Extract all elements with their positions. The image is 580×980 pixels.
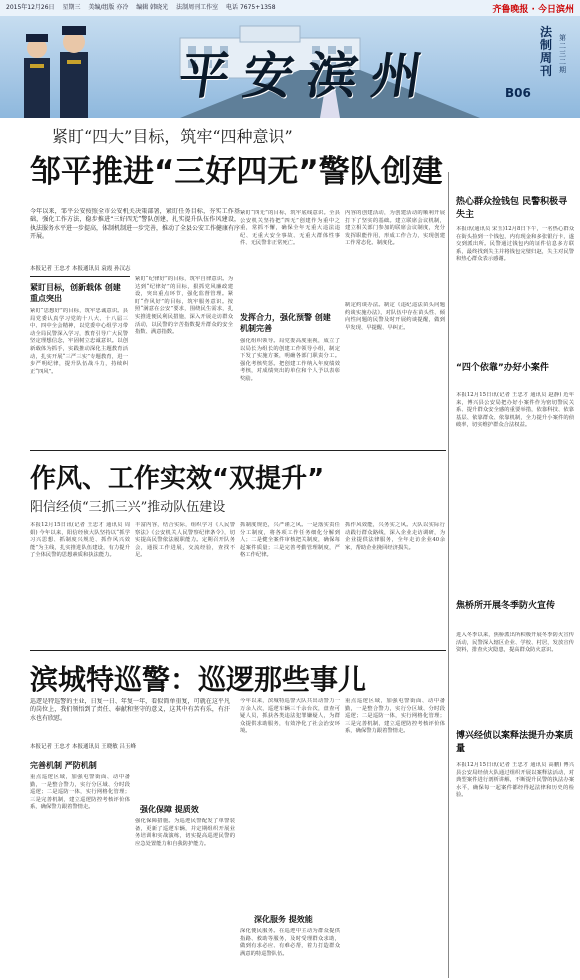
police-officers-icon bbox=[6, 24, 106, 118]
date: 2015年12月26日 bbox=[6, 4, 55, 11]
story3-lead: 巡逻是特巡警的主业，日复一日、年复一年，看似简单重复，可就在这平凡的岗位上，我们领悟到了责任、奉献和坚守的意义，这其中有苦有乐，有汗水也有欣慰。 bbox=[30, 698, 230, 722]
edition-number: 第二三二期 bbox=[559, 34, 566, 74]
weekday: 星期三 bbox=[62, 4, 81, 11]
story2-subheadline: 阳信经侦“三抓三兴”推动队伍建设 bbox=[30, 500, 226, 515]
story1-col3-text: 紧盯“四无”的目标，筑牢底线意识。全县公安机关坚持把“四无”创建作为重中之重，常抓不懈，确保全年无重大违法违纪、无重大安全事故、无重大群体性事件、无民警非正常死亡。 bbox=[240, 210, 340, 247]
story1-headline: 邹平推进“三好四无”警队创建 bbox=[30, 154, 443, 190]
divider bbox=[30, 276, 130, 277]
story1-col1-subhead: 紧盯目标，创新载体 创建重点突出 bbox=[30, 283, 121, 303]
story2-text-a: 本报12月15日讯(记者 王忠才 通讯员 周娟) 今年以来，阳信经侦大队坚持以“抓学习兴思想、抓制度兴规范、抓作风兴效能”为主线，扎实推进队伍建设，有力提升了全体民警的思想素质和执法能力。 bbox=[30, 522, 130, 559]
story3-byline: 本报记者 王忠才 本报通讯员 王晓敏 吕玉峰 bbox=[30, 744, 136, 750]
designer: 美编/组版 亦冷 bbox=[88, 4, 129, 11]
story3-text-e: 重点巡逻区域，加强屯警街面、动中备勤，一是整合警力，实行分区域、分时段巡逻；二是巡防一体，实行网格化管理；三是完善机制，建立巡逻防控考核评价体系，确保警力跟着警情走。 bbox=[345, 698, 445, 735]
story-separator bbox=[30, 450, 446, 451]
right-headline-1: 热心群众捡钱包 民警积极寻失主 bbox=[456, 197, 568, 220]
right-headline-2: “四个依靠”办好小案件 bbox=[456, 363, 549, 373]
right-text-1: 本报讯(通讯员 宋玉)12月8日下午，一名热心群众在街头捡到一个钱包，内有现金和多张银行卡，遂交到派出所。民警通过钱包内的证件信息多方联系，最终找到失主并将钱包完璧归赵，失主对民警和热心群众表示感谢。 bbox=[456, 226, 574, 263]
story2-text-b: 丰富内容，结合实际，组织学习《人民警察法》《公安机关人民警察纪律条令》，切实提高民警依法履职能力。定期召开队务会，通报工作进展，交流经验，查找不足。 bbox=[135, 522, 235, 559]
story3-text-b: 强化保障措施。为巡逻民警配发了单警装备，更新了巡逻车辆，并定期组织开展业务培训和实战演练，切实提高巡逻民警的应急处置能力和自我防护能力。 bbox=[135, 818, 235, 847]
story1-col3-text2: 强化组织领导。局党委高度重视，成立了以局长为组长的创建工作领导小组，制定下发了实施方案，明确各部门职责分工。强化考核奖惩。把创建工作纳入年度绩效考核，对成绩突出的单位和个人予以表彰奖励。 bbox=[240, 338, 340, 382]
story1-kicker: 紧盯“四大”目标，筑牢“四种意识” bbox=[52, 127, 293, 146]
chief-editor: 编辑 韩晓光 bbox=[136, 4, 169, 11]
page-number: B06 bbox=[505, 86, 531, 100]
right-headline-3: 焦桥所开展冬季防火宣传 bbox=[456, 601, 556, 611]
story3-text-c: 深化便民服务。在巡逻中主动为群众提供指路、救助等服务，及时受理群众求助，做到有求必应、有难必帮，着力打造群众满意的特巡警队伍。 bbox=[240, 928, 340, 957]
story1-col4-text: 内容的创建活动，为创建活动的顺利开展打下了坚实的基础。建立联席会议机制，建立相关部门参加的联席会议制度，充分发挥职能作用，形成工作合力，实现创建工作常态化、制度化。 bbox=[345, 210, 445, 247]
story1-byline: 本报记者 王忠才 本报通讯员 袁霞 孙汉志 bbox=[30, 266, 131, 272]
story3-text-d: 今年以来，滨城特巡警大队共出动警力一万余人次，巡逻车辆三千余台次，盘查可疑人员，抓获各类违法犯罪嫌疑人，为群众提供求助服务，有效净化了社会治安环境。 bbox=[240, 698, 340, 735]
right-text-4: 本报12月15日讯(记者 王忠才 通讯员 高鹏) 博兴县公安局经侦大队通过组织开展以案释法活动，对典型案件进行剖析讲解，不断提升民警的执法办案水平，确保每一起案件都经得起法律和历史的检验。 bbox=[456, 762, 574, 799]
section-name: 法制周刊 bbox=[540, 25, 553, 78]
right-text-3: 进入冬季以来，焦桥派出所积极开展冬季防火宣传活动，民警深入辖区企业、学校、村居，发放宣传资料，排查火灾隐患，提高群众防火意识。 bbox=[456, 632, 574, 654]
story1-col3-subhead: 发挥合力，强化预警 创建机制完善 bbox=[240, 313, 331, 333]
column-divider bbox=[448, 172, 449, 978]
right-headline-4: 博兴经侦以案释法提升办案质量 bbox=[456, 731, 574, 754]
story2-headline: 作风、工作实效“双提升” bbox=[30, 464, 325, 494]
masthead bbox=[0, 0, 580, 118]
newspaper-logo: 齐鲁晚报 · 今日滨州 bbox=[492, 5, 574, 15]
story2-text-c: 抓制度规范，兴严谨之风。一是落实责任分工制度，将各项工作任务细化分解到人；二是健全案件审核把关制度，确保每起案件质量；三是完善考勤管理制度，严格工作纪律。 bbox=[240, 522, 340, 559]
story1-col1-text: 紧盯“思想好”的目标，筑牢忠诚意识。县局党委认真学习党的十八大、十八届三中、四中全会精神，以党委中心组学习带动全局民警深入学习，教育引导广大民警坚定理想信念，牢固树立忠诚意识。以创新载体为抓手，实践推动深化主题教育活动，扎实开展“三严三实”专题教育，进一步严明纪律，提升队伍战斗力，持续纠正“四风”。 bbox=[30, 308, 128, 375]
phone: 电话 7675+1358 bbox=[226, 4, 276, 11]
story1-col4-text2: 制定约谈办法。制定《违纪违法苗头问题约谈实施办法》，对队伍中存在苗头性、倾向性问题的民警及时开展约谈提醒，做到早发现、早提醒、早纠正。 bbox=[345, 302, 445, 331]
story3-headline: 滨城特巡警：巡逻那些事儿 bbox=[30, 663, 367, 696]
story3-subhead-1: 完善机制 严防机制 bbox=[30, 761, 97, 770]
story3-subhead-2: 强化保障 提质效 bbox=[140, 805, 199, 814]
story1-col2-text: 紧盯“纪律好”的目标，筑牢自律意识。为达到“纪律好”的目标，狠抓党风廉政建设，突出重点环节，强化监督管理。紧盯“作风好”的目标，筑牢服务意识。按照“满意在公安”要求，围绕民生需求，扎实推进便民利民措施，深入开展走访群众活动，以民警的辛苦指数提升群众的安全指数、满意指数。 bbox=[135, 276, 233, 336]
story-separator bbox=[30, 650, 446, 651]
page-title: 平安滨州 bbox=[175, 47, 440, 105]
story1-lead: 今年以来，邹平公安按照全市公安机关决策部署，紧盯任务目标，夯实工作基础，强化工作方法，稳步推进“三好四无”警队创建，扎实提升队伍作风建设，执法服务水平进一步提高，体制机制进一步完善，推动了全县公安工作健康有序开展。 bbox=[30, 208, 240, 241]
right-text-2: 本报12月15日讯(记者 王忠才 通讯员 赵静) 近年来，博兴县公安局把办好小案件作为密切警民关系、提升群众安全感的重要举措，依靠科技、依靠基层、依靠群众、依靠机制，全力提升小案件的侦破率，切实维护群众合法权益。 bbox=[456, 392, 574, 429]
story2-text-d: 抓作风效能，兴务实之风。大队以实际行动践行群众路线，深入企业走访调研，为企业提供法律服务，全年走访企业40余家，帮助企业挽回经济损失。 bbox=[345, 522, 445, 551]
office: 法制周刊工作室 bbox=[176, 4, 219, 11]
story3-text-a: 重点巡逻区域，加强屯警街面、动中备勤，一是整合警力，实行分区域、分时段巡逻；二是巡防一体，实行网格化管理；三是完善机制，建立巡逻防控考核评价体系，确保警力跟着警情走。 bbox=[30, 774, 130, 811]
story3-subhead-3: 深化服务 提效能 bbox=[254, 915, 313, 924]
